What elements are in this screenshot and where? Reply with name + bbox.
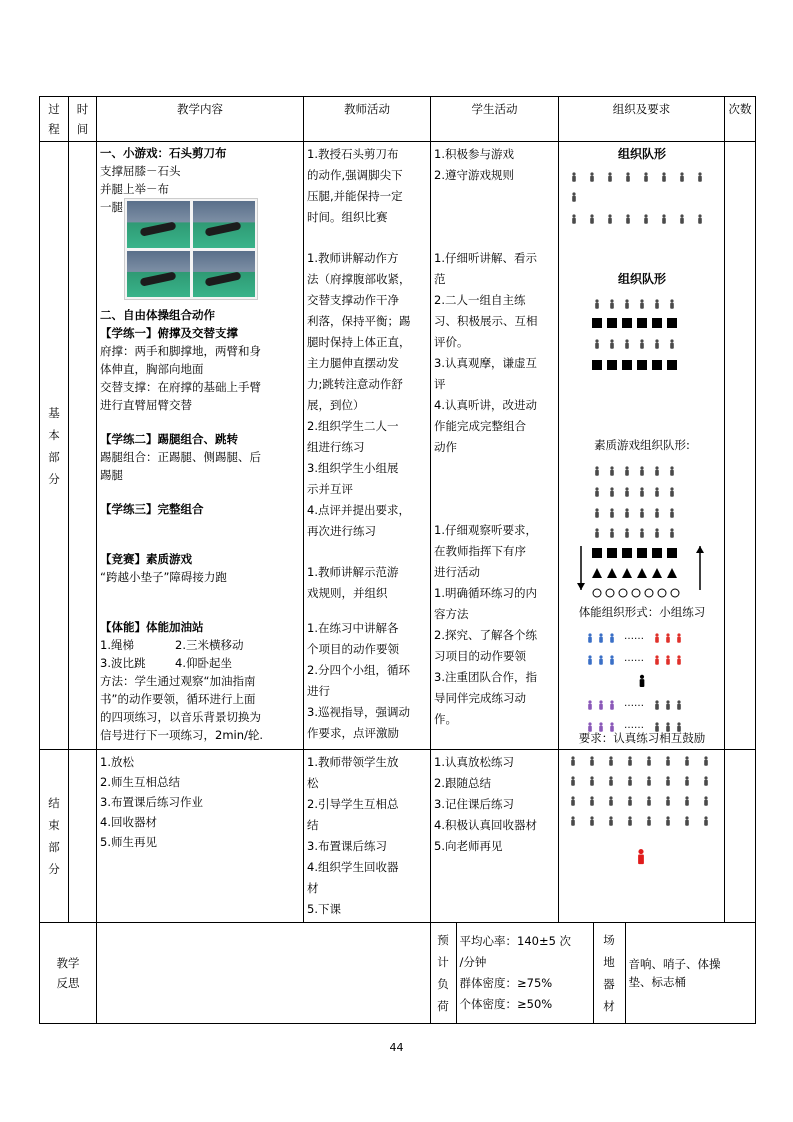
person-icon xyxy=(588,700,592,709)
person-icon xyxy=(626,214,630,223)
person-icon xyxy=(670,299,674,308)
mat-icon xyxy=(667,548,677,558)
venue-label: 场 地 器 材 xyxy=(593,923,625,1023)
mat-icon xyxy=(652,548,662,558)
person-icon xyxy=(595,299,599,308)
person-icon xyxy=(677,633,681,642)
basic-student-cell: 1.积极参与游戏 2.遵守游戏规则 1.仔细听讲解、看示 范 2.二人一组自主练 习、积极展示、互相 评价。 3.认真观摩，谦虚互 评 4.认真听讲，改进动 作能完成完整组合 动作 1.仔细观察听要求， 在教师指挥下有序 进行活动 1.明确循环练习的内 容方法 2.探究、了解各个练 习项目的动作要领 3.注重团队合作，指 导同伴完成练习动 作。 xyxy=(431,142,559,750)
person-icon xyxy=(609,776,613,785)
person-icon xyxy=(610,633,614,642)
person-icon xyxy=(610,466,614,475)
ending-time-cell xyxy=(69,750,97,923)
basic-teacher-cell: 1.教授石头剪刀布 的动作,强调脚尖下 压腿,并能保持一定 时间。组织比赛 1.教师讲解动作方 法（府撑腹部收紧， 交替支撑动作干净 利落，保持平衡；踢 腿时保持上体正直， 主力腿伸直摆动发 力;跳转注意动作舒 展，到位） 2.组织学生二人一 组进行练习 3.组织学生小组展 示并互评 4.点评并提出要求， 再次进行练习 1.教师讲解示范游 戏规则，并组织 1.在练习中讲解各 个项目的动作要领 2.分四个小组，循环 进行 3.巡视指导，强调动 作要求，点评激励 xyxy=(304,142,431,750)
person-icon xyxy=(572,214,576,223)
lesson-table xyxy=(39,96,756,1024)
person-icon xyxy=(685,796,689,805)
exercise-photo xyxy=(193,201,256,248)
person-icon xyxy=(571,776,575,785)
marker-icon xyxy=(606,589,614,597)
mat-icon xyxy=(637,318,647,328)
marker-icon xyxy=(593,589,601,597)
ending-section-label: 结 束 部 分 xyxy=(40,750,69,923)
cone-icon xyxy=(607,568,617,578)
person-icon xyxy=(571,816,575,825)
ending-org-cell xyxy=(559,750,725,923)
mat-icon xyxy=(667,360,677,370)
reflection-row xyxy=(40,923,756,1024)
person-icon xyxy=(610,528,614,537)
free-gym-title: 二、自由体操组合动作 xyxy=(100,308,215,322)
person-icon xyxy=(704,816,708,825)
person-icon xyxy=(639,675,644,687)
header-content: 教学内容 xyxy=(97,97,304,142)
person-icon xyxy=(609,796,613,805)
person-icon xyxy=(666,776,670,785)
person-icon xyxy=(640,508,644,517)
person-icon xyxy=(677,655,681,664)
ending-count-cell xyxy=(725,750,756,923)
person-icon xyxy=(704,756,708,765)
formation-diagrams xyxy=(560,142,724,746)
mat-icon xyxy=(652,318,662,328)
person-icon xyxy=(655,528,659,537)
person-icon xyxy=(571,756,575,765)
reflection-text-area xyxy=(97,923,430,1023)
person-icon xyxy=(599,655,603,664)
person-icon xyxy=(599,700,603,709)
formation-title-2: 组织队形 xyxy=(617,272,666,286)
cone-icon xyxy=(667,568,677,578)
basic-section-label: 基 本 部 分 xyxy=(40,142,69,750)
person-icon xyxy=(655,508,659,517)
person-icon xyxy=(608,172,612,181)
venue-values: 音响、哨子、体操 垫、标志桶 xyxy=(628,957,721,989)
person-icon xyxy=(655,466,659,475)
person-icon xyxy=(590,214,594,223)
person-icon xyxy=(655,633,659,642)
person-icon xyxy=(590,776,594,785)
marker-icon xyxy=(671,589,679,597)
dots-3: …… xyxy=(623,698,644,709)
mat-icon xyxy=(637,548,647,558)
basic-time-cell xyxy=(69,142,97,750)
person-icon xyxy=(599,633,603,642)
person-icon xyxy=(609,816,613,825)
person-icon xyxy=(666,756,670,765)
person-icon xyxy=(685,776,689,785)
header-row xyxy=(40,97,756,142)
person-icon xyxy=(572,172,576,181)
person-icon xyxy=(647,796,651,805)
person-icon xyxy=(655,487,659,496)
person-icon xyxy=(685,816,689,825)
person-icon xyxy=(655,655,659,664)
person-icon xyxy=(704,776,708,785)
person-icon xyxy=(640,487,644,496)
person-icon xyxy=(588,655,592,664)
person-icon xyxy=(685,756,689,765)
person-icon xyxy=(644,214,648,223)
mat-icon xyxy=(592,318,602,328)
person-icon xyxy=(647,776,651,785)
mat-icon xyxy=(607,548,617,558)
person-icon xyxy=(662,214,666,223)
header-count: 次数 xyxy=(725,97,756,142)
person-icon xyxy=(590,756,594,765)
person-icon xyxy=(628,756,632,765)
person-icon xyxy=(610,655,614,664)
person-icon xyxy=(698,214,702,223)
marker-icon xyxy=(658,589,666,597)
person-icon xyxy=(595,466,599,475)
mat-icon xyxy=(652,360,662,370)
person-icon xyxy=(680,172,684,181)
person-icon xyxy=(670,487,674,496)
ending-teacher-cell: 1.教师带领学生放 松 2.引导学生互相总 结 3.布置课后练习 4.组织学生回收器 材 5.下课 xyxy=(304,750,431,923)
person-icon xyxy=(666,700,670,709)
load-label: 预 计 负 荷 xyxy=(430,923,456,1023)
mat-icon xyxy=(622,360,632,370)
person-icon xyxy=(626,172,630,181)
person-icon xyxy=(572,192,576,201)
dots-1: …… xyxy=(623,631,644,642)
mat-icon xyxy=(637,360,647,370)
person-icon xyxy=(625,339,629,348)
person-icon xyxy=(610,339,614,348)
person-icon xyxy=(666,796,670,805)
person-icon xyxy=(625,508,629,517)
mat-icon xyxy=(607,318,617,328)
basic-count-cell xyxy=(725,142,756,750)
fitness-form-title: 体能组织形式：小组练习 xyxy=(578,605,705,619)
reflection-label: 教学 反思 xyxy=(40,923,97,1024)
mat-icon xyxy=(607,360,617,370)
person-icon xyxy=(666,655,670,664)
requirement-text: 要求：认真练习相互鼓励 xyxy=(578,731,705,745)
person-icon xyxy=(610,508,614,517)
person-icon xyxy=(595,508,599,517)
person-icon xyxy=(625,466,629,475)
person-icon xyxy=(610,487,614,496)
person-icon xyxy=(640,466,644,475)
basic-content-cell: 一、小游戏：石头剪刀布 支撑屈膝－石头 并腿上举－布 一腿 二、自由体操组合动作 【学练一】俯撑及交替支撑 府撑：两手和脚撑地，两臂和身 体伸直，胸部向地面 交替支撑：在府撑的基础上手臂 进行直臂屈臂交替 【学练二】踢腿组合、跳转 踢腿组合：正踢腿、侧踢腿、后 踢腿 【学练三】完整组合 【竞赛】素质游戏 “跨越小垫子”障碍接力跑 【体能】体能加油站 1.绳梯 2.三米横移动 3.波比跳 4.仰卧起坐 方法：学生通过观察“加油指南 书”的动作要领，循环进行上面 的四项练习，以音乐背景切换为 信号进行下一项练习，2min/轮. xyxy=(97,142,304,750)
header-process: 过程 xyxy=(40,97,69,142)
ending-content-cell: 1.放松 2.师生互相总结 3.布置课后练习作业 4.回收器材 5.师生再见 xyxy=(97,750,304,923)
person-icon xyxy=(595,528,599,537)
person-icon xyxy=(609,756,613,765)
dots-4: …… xyxy=(623,720,644,731)
load-values: 平均心率：140±5 次 /分钟 群体密度：≥75% 个体密度：≥50% xyxy=(456,923,593,1023)
cone-icon xyxy=(622,568,632,578)
person-icon xyxy=(670,466,674,475)
person-icon xyxy=(590,796,594,805)
person-icon xyxy=(698,172,702,181)
mat-icon xyxy=(592,360,602,370)
header-org: 组织及要求 xyxy=(559,97,725,142)
formation-title-1: 组织队形 xyxy=(617,147,666,161)
game-formation-title: 素质游戏组织队形: xyxy=(593,438,690,452)
arrow-head-icon xyxy=(696,546,704,553)
exercise-photo xyxy=(127,201,190,248)
person-icon xyxy=(628,796,632,805)
person-icon xyxy=(640,528,644,537)
header-time: 时间 xyxy=(69,97,97,142)
mat-icon xyxy=(667,318,677,328)
mat-icon xyxy=(622,548,632,558)
ending-section-row xyxy=(40,750,756,923)
header-student: 学生活动 xyxy=(431,97,559,142)
person-icon xyxy=(704,796,708,805)
person-icon xyxy=(655,339,659,348)
person-icon xyxy=(571,796,575,805)
page-number: 44 xyxy=(389,1041,404,1054)
exercise-photos xyxy=(124,198,258,300)
header-teacher: 教师活动 xyxy=(304,97,431,142)
marker-icon xyxy=(619,589,627,597)
person-icon xyxy=(595,487,599,496)
ending-student-cell: 1.认真放松练习 2.跟随总结 3.记住课后练习 4.积极认真回收器材 5.向老师再见 xyxy=(431,750,559,923)
person-icon xyxy=(588,633,592,642)
person-icon xyxy=(670,339,674,348)
person-icon xyxy=(625,299,629,308)
exercise-photo xyxy=(193,251,256,298)
dots-2: …… xyxy=(623,653,644,664)
arrow-head-icon xyxy=(577,583,585,590)
person-icon xyxy=(640,339,644,348)
cone-icon xyxy=(637,568,647,578)
person-icon xyxy=(644,172,648,181)
person-icon xyxy=(662,172,666,181)
cone-icon xyxy=(652,568,662,578)
reflection-body xyxy=(97,923,756,1024)
exercise-photo xyxy=(127,251,190,298)
person-icon xyxy=(628,776,632,785)
person-icon xyxy=(677,700,681,709)
person-icon xyxy=(625,487,629,496)
person-icon xyxy=(647,756,651,765)
mat-icon xyxy=(622,318,632,328)
person-icon xyxy=(670,528,674,537)
person-icon xyxy=(625,528,629,537)
person-icon xyxy=(680,214,684,223)
marker-icon xyxy=(645,589,653,597)
ending-formation xyxy=(559,750,723,912)
person-icon xyxy=(608,214,612,223)
person-icon xyxy=(638,849,644,864)
person-icon xyxy=(655,299,659,308)
person-icon xyxy=(647,816,651,825)
basic-section-row xyxy=(40,142,756,750)
person-icon xyxy=(655,700,659,709)
person-icon xyxy=(610,700,614,709)
person-icon xyxy=(670,508,674,517)
person-icon xyxy=(666,816,670,825)
person-icon xyxy=(640,299,644,308)
person-icon xyxy=(628,816,632,825)
person-icon xyxy=(590,816,594,825)
marker-icon xyxy=(632,589,640,597)
cone-icon xyxy=(592,568,602,578)
game-title: 一、小游戏：石头剪刀布 xyxy=(100,146,227,160)
mat-icon xyxy=(592,548,602,558)
person-icon xyxy=(590,172,594,181)
person-icon xyxy=(610,299,614,308)
person-icon xyxy=(666,633,670,642)
basic-org-cell xyxy=(559,142,725,750)
person-icon xyxy=(595,339,599,348)
